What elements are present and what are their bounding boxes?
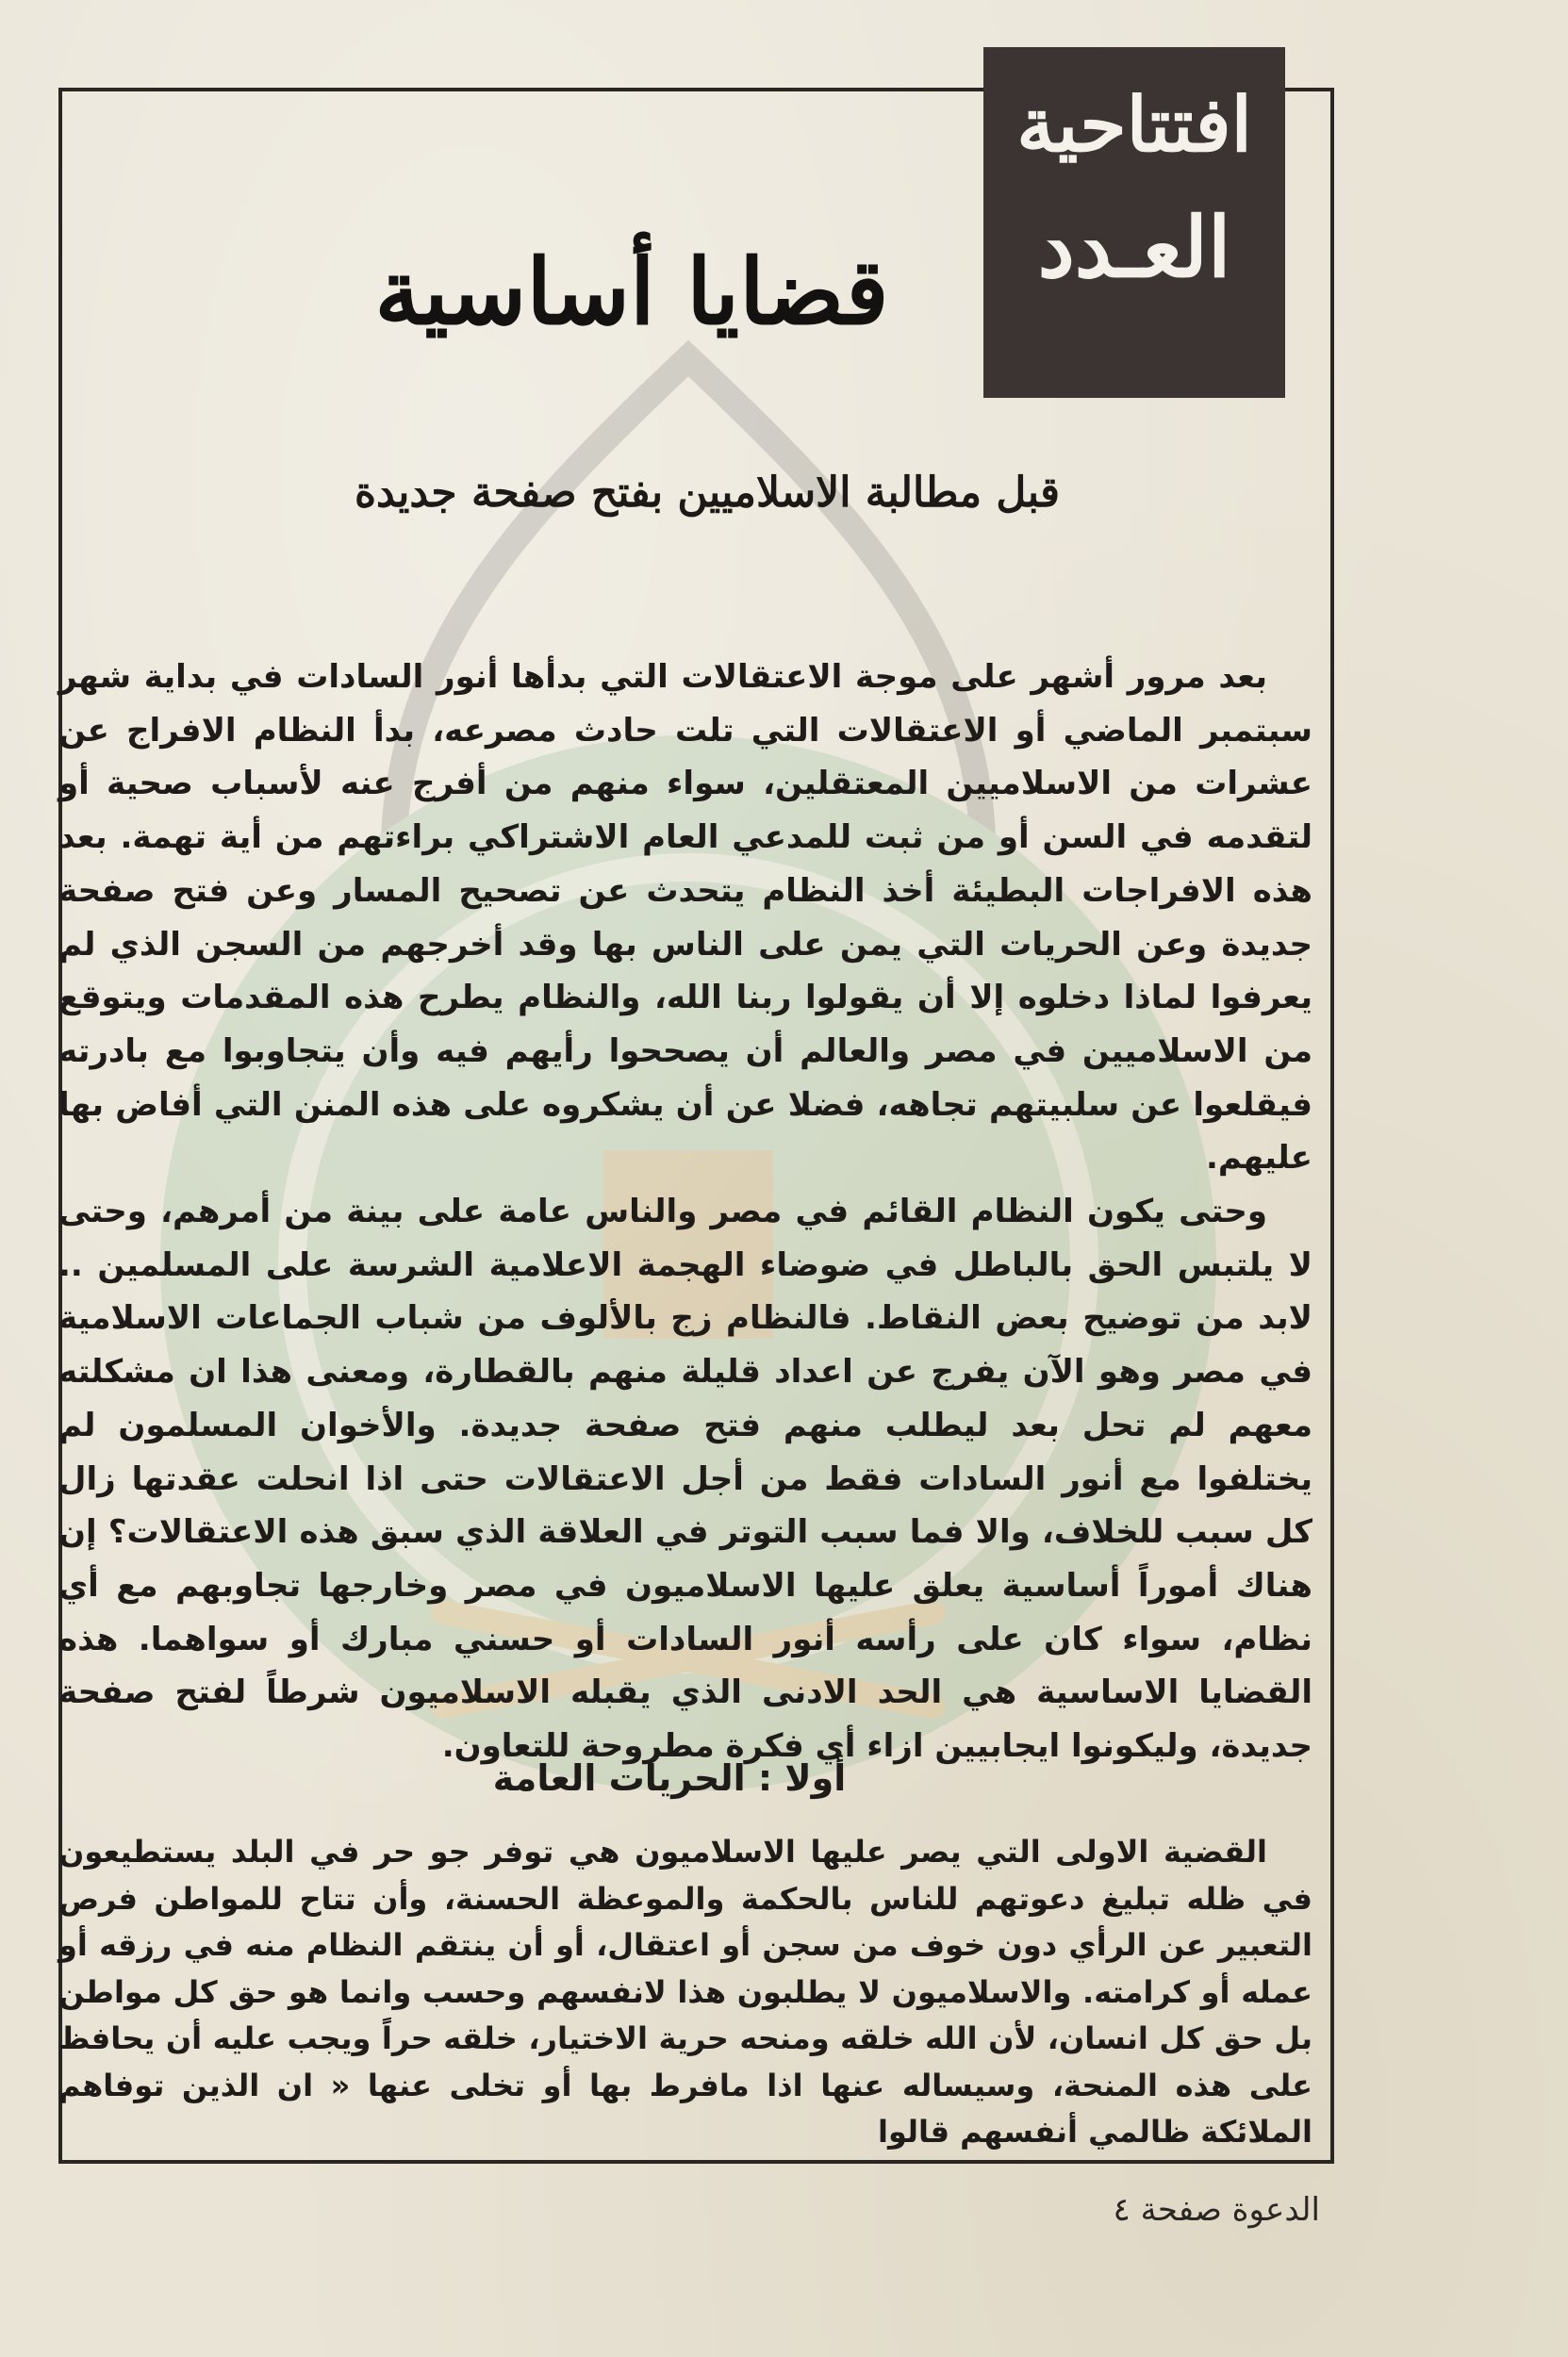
page-footer: الدعوة صفحة ٤ bbox=[1113, 2191, 1320, 2229]
article-title: قضايا أساسية bbox=[374, 239, 889, 345]
article-body bbox=[58, 651, 1312, 1773]
badge-line-issue: العـدد bbox=[1037, 198, 1231, 296]
article-paragraph: وحتى يكون النظام القائم في مصر والناس عامة على بينة من أمرهم، وحتى لا يلتبس الحق بالباطل في ضوضاء الهجمة الاعلامية الشرسة على المسلمين .. لابد من توضيح بعض النقاط. فالنظام زج بالألوف من شباب الجماعات الاسلامية في مصر وهو الآن يفرج عن اعداد قليلة منهم بالقطارة، ومعنى هذا ان مشكلته معهم لم تحل بعد ليطلب منهم فتح صفحة جديدة. والأخوان المسلمون لم يختلفوا مع أنور السادات فقط من أجل الاعتقالات حتى اذا انحلت عقدتها زال كل سبب للخلاف، والا فما سبب التوتر في العلاقة الذي سبق هذه الاعتقالات؟ إن هناك أموراً أساسية يعلق عليها الاسلاميون في مصر وخارجها تجاوبهم مع أي نظام، سواء كان على رأسه أنور السادات أو حسني مبارك أو سواهما. هذه القضايا الاساسية هي الحد الادنى الذي يقبله الاسلاميون شرطاً لفتح صفحة جديدة، وليكونوا ايجابيين ازاء أي فكرة مطروحة للتعاون. bbox=[58, 1193, 1312, 1766]
badge-line-editorial: افتتاحية bbox=[1016, 80, 1252, 169]
article-paragraph: بعد مرور أشهر على موجة الاعتقالات التي بدأها أنور السادات في بداية شهر سبتمبر الماضي أو الاعتقالات التي تلت حادث مصرعه، بدأ النظام الافراج عن عشرات من الاسلاميين المعتقلين، سواء منهم من أفرج عنه لأسباب صحية أو لتقدمه في السن أو من ثبت للمدعي العام الاشتراكي براءتهم من أية تهمة. بعد هذه الافراجات البطيئة أخذ النظام يتحدث عن تصحيح المسار وعن فتح صفحة جديدة وعن الحريات التي يمن على الناس بها وقد أخرجهم من السجن الذي لم يعرفوا لماذا دخلوه إلا أن يقولوا ربنا الله، والنظام يطرح هذه المقدمات ويتوقع من الاسلاميين في مصر والعالم أن يصححوا رأيهم فيه وأن يتجاوبوا مع بادرته فيقلعوا عن سلبيتهم تجاهه، فضلا عن أن يشكروه على هذه المنن التي أفاض بها عليهم. bbox=[58, 658, 1312, 1178]
section-heading: أولا : الحريات العامة bbox=[492, 1757, 847, 1799]
section-paragraph: القضية الاولى التي يصر عليها الاسلاميون هي توفر جو حر في البلد يستطيعون في ظله تبليغ دعوتهم للناس بالحكمة والموعظة الحسنة، وأن تتاح للمواطن فرص التعبير عن الرأي دون خوف من سجن أو اعتقال، أو أن ينتقم النظام منه في رزقه أو عمله أو كرامته. والاسلاميون لا يطلبون هذا لانفسهم وحسب وانما هو حق كل مواطن بل حق كل انسان، لأن الله خلقه ومنحه حرية الاختيار، خلقه حراً ويجب عليه أن يحافظ على هذه المنحة، وسيساله عنها اذا مافرط بها أو تخلى عنها « ان الذين توفاهم الملائكة ظالمي أنفسهم قالوا bbox=[58, 1834, 1312, 2150]
section-body bbox=[58, 1829, 1312, 2156]
editorial-badge bbox=[983, 47, 1285, 398]
article-subtitle: قبل مطالبة الاسلاميين بفتح صفحة جديدة bbox=[354, 469, 1061, 517]
